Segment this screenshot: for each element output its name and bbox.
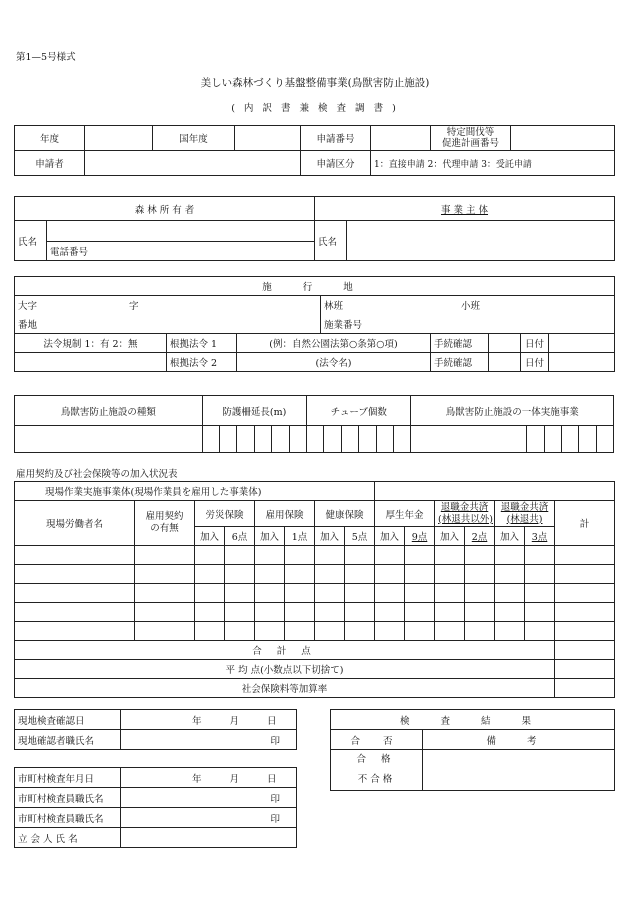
employment-table: [14, 481, 615, 698]
site-inspection-table: [14, 709, 297, 750]
page-subtitle: ( 内 訳 書 兼 検 査 調 書 ): [231, 103, 399, 114]
rate-label: 社会保険料等加算率: [15, 679, 555, 698]
date1-label: 日付: [521, 334, 549, 353]
fence-digit[interactable]: [272, 426, 289, 453]
muni-inspector2-label: 市町村検査員職氏名: [15, 808, 121, 828]
municipal-inspection-table: [14, 767, 297, 848]
join-label: 加入: [255, 527, 285, 546]
points-label: 1点: [285, 527, 315, 546]
applicant-field[interactable]: [85, 151, 301, 176]
basis-law1-label: 根拠法令 1: [167, 334, 237, 353]
remarks-header: 備 考: [423, 730, 615, 750]
basis-law1-example[interactable]: (例：自然公園法第○条第○項): [237, 334, 431, 353]
worker-row[interactable]: [15, 603, 615, 622]
banchi-field[interactable]: 番地: [15, 315, 321, 334]
employment-caption: 雇用契約及び社会保険等の加入状況表: [16, 469, 178, 480]
contract-header: 雇用契約 の有無: [135, 501, 195, 546]
owner-table: [14, 196, 615, 261]
muni-date-label: 市町村検査年月日: [15, 768, 121, 788]
procedure1-field[interactable]: [489, 334, 521, 353]
points-label: 3点: [525, 527, 555, 546]
total-header: 計: [555, 501, 615, 546]
workers-comp-header: 労災保険: [195, 501, 255, 527]
rinpan-field[interactable]: 林班 小班: [321, 296, 615, 315]
basis-law2-name[interactable]: (法令名): [237, 353, 431, 372]
integrated-digit[interactable]: [527, 426, 544, 453]
fence-digit[interactable]: [289, 426, 306, 453]
points-label: 9点: [405, 527, 435, 546]
integrated-project-header: 鳥獣害防止施設の一体実施事業: [411, 396, 614, 426]
oaza-field[interactable]: 大字 字: [15, 296, 321, 315]
integrated-digit[interactable]: [562, 426, 579, 453]
fence-digit[interactable]: [254, 426, 271, 453]
remarks-field[interactable]: [423, 750, 615, 791]
entity-name-field[interactable]: [347, 221, 615, 261]
retirement1-header: 退職金共済 (林退共以外): [435, 501, 495, 527]
points-label: 2点: [465, 527, 495, 546]
form-number: 第1—5号様式: [16, 52, 76, 63]
site-header: 施 行 地: [15, 277, 615, 296]
join-label: 加入: [315, 527, 345, 546]
tube-digit[interactable]: [324, 426, 341, 453]
inspection-result-table: [330, 709, 615, 791]
tube-digit[interactable]: [376, 426, 393, 453]
facility-type-header: 鳥獣害防止施設の種類: [15, 396, 203, 426]
owner-name-field[interactable]: [47, 221, 315, 242]
date1-field[interactable]: [549, 334, 615, 353]
points-label: 6点: [225, 527, 255, 546]
fiscal-year-label: 年度: [15, 126, 85, 151]
employment-ins-header: 雇用保険: [255, 501, 315, 527]
date2-field[interactable]: [549, 353, 615, 372]
site-entity-field[interactable]: [375, 482, 615, 501]
muni-inspector1-field[interactable]: 印: [121, 788, 297, 808]
health-ins-header: 健康保険: [315, 501, 375, 527]
worker-row[interactable]: [15, 546, 615, 565]
witness-label: 立 会 人 氏 名: [15, 828, 121, 848]
integrated-project-field[interactable]: [411, 426, 527, 453]
entity-name-label: 氏名: [315, 221, 347, 261]
integrated-digit[interactable]: [544, 426, 561, 453]
join-label: 加入: [375, 527, 405, 546]
national-year-label: 国年度: [153, 126, 235, 151]
date2-label: 日付: [521, 353, 549, 372]
sum-points-field[interactable]: [555, 641, 615, 660]
law-regulation-blank[interactable]: [15, 353, 167, 372]
avg-points-field[interactable]: [555, 660, 615, 679]
owner-phone-label: 電話番号: [47, 242, 315, 261]
procedure2-field[interactable]: [489, 353, 521, 372]
site-entity-header: 現場作業実施事業体(現場作業員を雇用した事業体): [15, 482, 375, 501]
avg-points-label: 平 均 点(小数点以下切捨て): [15, 660, 555, 679]
points-label: 5点: [345, 527, 375, 546]
pass-fail-header: 合 否: [331, 730, 423, 750]
national-year-field[interactable]: [235, 126, 301, 151]
fence-digit[interactable]: [237, 426, 254, 453]
facility-table: [14, 395, 614, 453]
site-table: [14, 276, 615, 372]
site-checker-field[interactable]: 印: [121, 730, 297, 750]
basis-law2-label: 根拠法令 2: [167, 353, 237, 372]
promotion-plan-label: 特定間伐等 促進計画番号: [431, 126, 511, 151]
join-label: 加入: [435, 527, 465, 546]
pass-fail-options[interactable]: 合 格 不合格: [331, 750, 423, 791]
pension-header: 厚生年金: [375, 501, 435, 527]
sekyo-no-field[interactable]: 施業番号: [321, 315, 615, 334]
worker-name-header: 現場労働者名: [15, 501, 135, 546]
sum-points-label: 合 計 点: [15, 641, 555, 660]
result-header: 検 査 結 果: [331, 710, 615, 730]
fence-digit[interactable]: [220, 426, 237, 453]
worker-row[interactable]: [15, 584, 615, 603]
tube-digit[interactable]: [341, 426, 358, 453]
application-table: [14, 125, 615, 176]
tube-digit[interactable]: [359, 426, 376, 453]
tube-digit[interactable]: [394, 426, 411, 453]
page-title: 美しい森林づくり基盤整備事業(鳥獣害防止施設): [200, 77, 430, 89]
applicant-label: 申請者: [15, 151, 85, 176]
witness-field[interactable]: [121, 828, 297, 848]
tube-digit[interactable]: [307, 426, 324, 453]
application-no-field[interactable]: [371, 126, 431, 151]
facility-type-field[interactable]: [15, 426, 203, 453]
site-check-date-field[interactable]: 年 月 日: [121, 710, 297, 730]
application-type-options[interactable]: 1：直接申請 2：代理申請 3：受託申請: [371, 151, 615, 176]
rate-field[interactable]: [555, 679, 615, 698]
fiscal-year-field[interactable]: [85, 126, 153, 151]
site-checker-label: 現地確認者職氏名: [15, 730, 121, 750]
application-type-label: 申請区分: [301, 151, 371, 176]
procedure2-label: 手続確認: [431, 353, 489, 372]
forest-owner-header: 森 林 所 有 者: [15, 197, 315, 221]
law-regulation-field[interactable]: 法令規制 1：有 2：無: [15, 334, 167, 353]
integrated-digit[interactable]: [579, 426, 596, 453]
muni-date-field[interactable]: 年 月 日: [121, 768, 297, 788]
application-no-label: 申請番号: [301, 126, 371, 151]
integrated-digit[interactable]: [596, 426, 613, 453]
owner-name-label: 氏名: [15, 221, 47, 261]
join-label: 加入: [495, 527, 525, 546]
business-entity-header: 事 業 主 体: [315, 197, 615, 221]
join-label: 加入: [195, 527, 225, 546]
promotion-plan-field[interactable]: [511, 126, 615, 151]
tube-count-header: チューブ個数: [307, 396, 411, 426]
worker-row[interactable]: [15, 622, 615, 641]
site-check-date-label: 現地検査確認日: [15, 710, 121, 730]
muni-inspector1-label: 市町村検査員職氏名: [15, 788, 121, 808]
fence-digit[interactable]: [202, 426, 219, 453]
fence-length-header: 防護柵延長(m): [202, 396, 306, 426]
worker-row[interactable]: [15, 565, 615, 584]
procedure1-label: 手続確認: [431, 334, 489, 353]
muni-inspector2-field[interactable]: 印: [121, 808, 297, 828]
retirement2-header: 退職金共済 (林退共): [495, 501, 555, 527]
